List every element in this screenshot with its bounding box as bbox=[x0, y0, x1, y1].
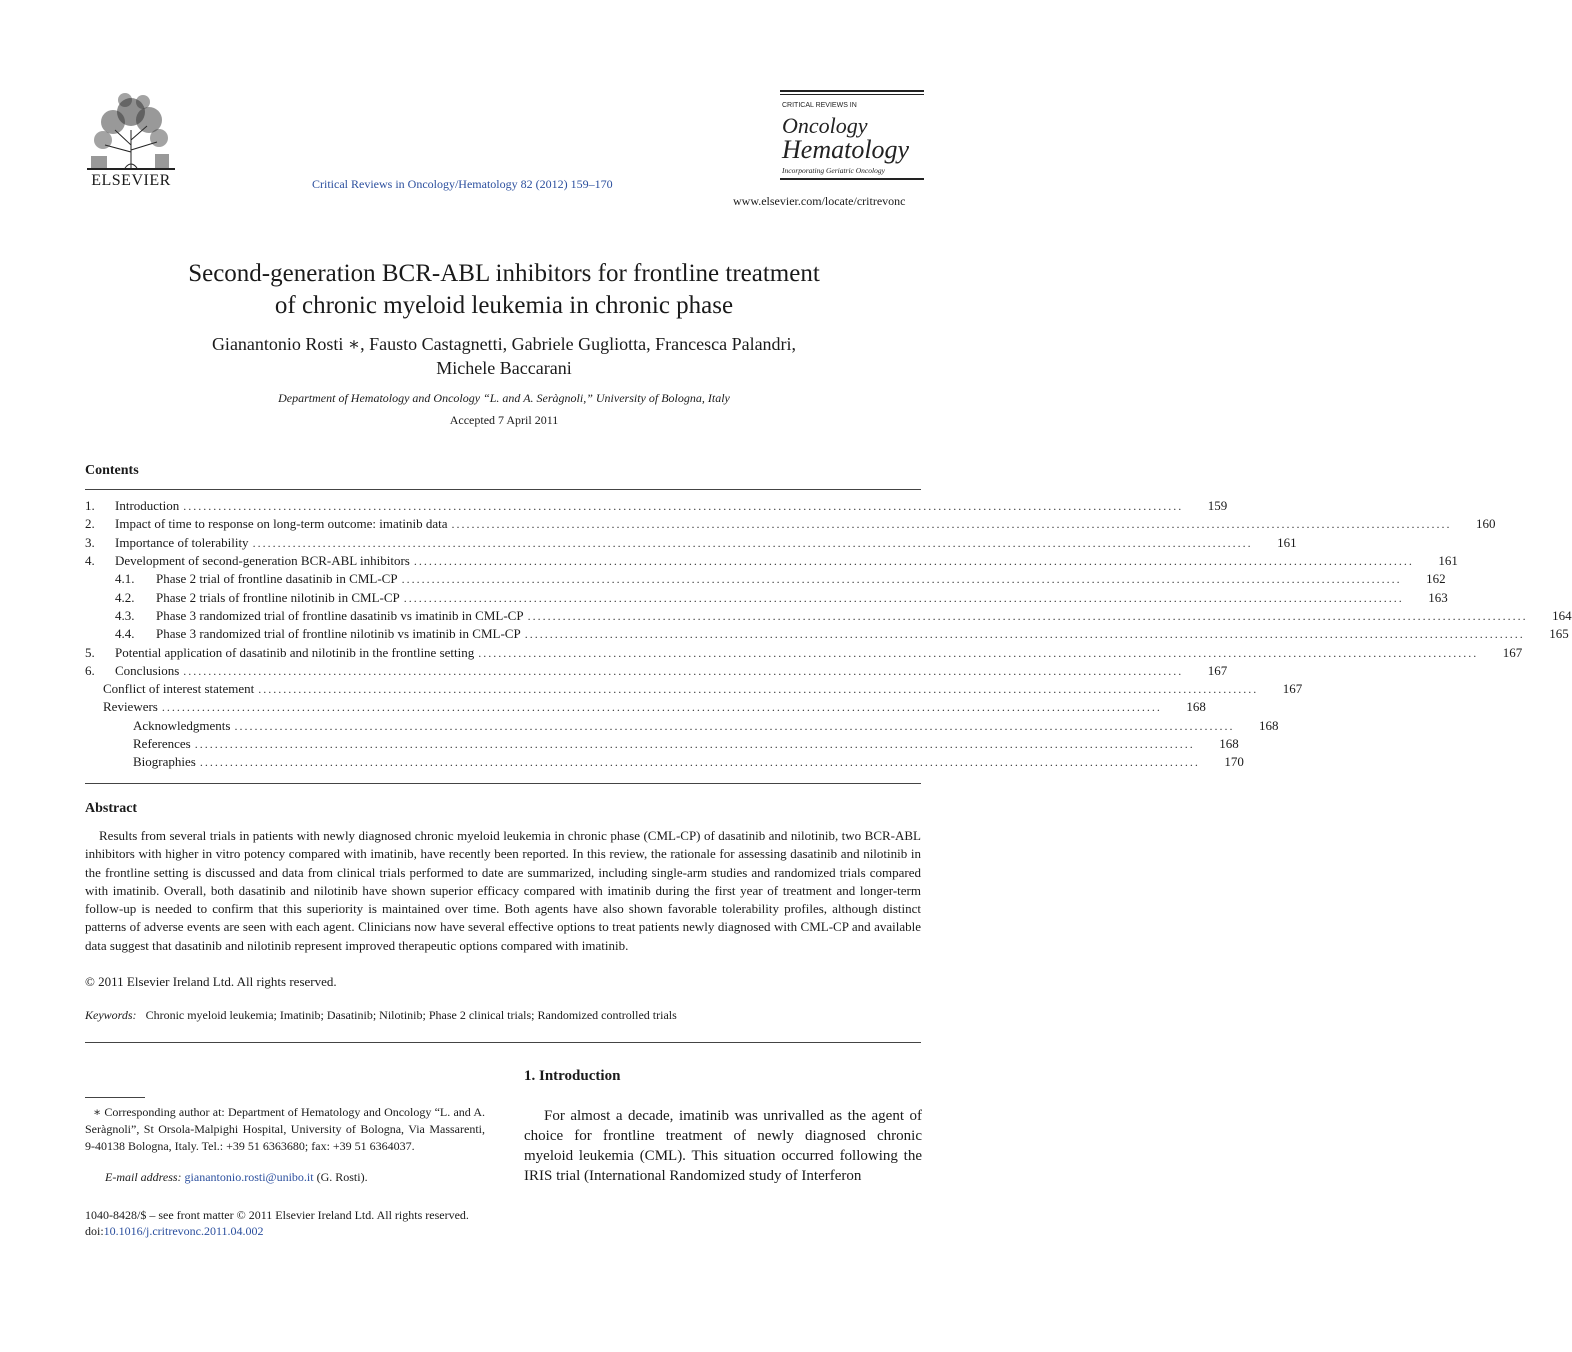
footnote-divider bbox=[85, 1097, 145, 1098]
journal-citation-link[interactable]: Critical Reviews in Oncology/Hematology 82 (2012) 159–170 bbox=[312, 177, 613, 191]
introduction-body: For almost a decade, imatinib was unrivalled as the agent of choice for frontline treatment of newly diagnosed chronic myeloid leukemia (CML). This situation occurred following the IRIS trial (International Randomized study of Interferon bbox=[524, 1108, 922, 1184]
doi-prefix: doi: bbox=[85, 1224, 104, 1238]
toc-dot-leader: ........................................................................................................................................................................................................ bbox=[161, 700, 1162, 714]
divider bbox=[85, 1042, 921, 1043]
toc-item-page: 168 bbox=[1258, 718, 1279, 733]
email-suffix: (G. Rosti). bbox=[313, 1170, 368, 1184]
toc-item-label: Conclusions bbox=[115, 663, 180, 678]
toc-item-number: 6. bbox=[85, 663, 95, 678]
email-footnote bbox=[105, 1170, 368, 1185]
email-label: E-mail address: bbox=[105, 1170, 182, 1184]
doi-line bbox=[85, 1224, 264, 1239]
keywords-label: Keywords: bbox=[85, 1008, 137, 1022]
section-heading-introduction: 1. Introduction bbox=[524, 1068, 621, 1084]
toc-dot-leader: ........................................................................................................................................................................................................ bbox=[524, 627, 1525, 641]
toc-item-page: 164 bbox=[1552, 608, 1572, 623]
toc-item[interactable] bbox=[85, 534, 1297, 552]
toc-dot-leader: ........................................................................................................................................................................................................ bbox=[194, 737, 1195, 751]
accepted-date: Accepted 7 April 2011 bbox=[449, 413, 559, 427]
toc-item-number: 4.4. bbox=[115, 626, 135, 641]
issn-line: 1040-8428/$ – see front matter © 2011 Elsevier Ireland Ltd. All rights reserved. bbox=[85, 1208, 469, 1222]
toc-item-page: 165 bbox=[1549, 626, 1569, 641]
toc-item-label: Conflict of interest statement bbox=[103, 681, 255, 696]
toc-item-page: 167 bbox=[1282, 681, 1303, 696]
toc-item-page: 160 bbox=[1476, 516, 1496, 531]
toc-item[interactable] bbox=[85, 662, 1228, 680]
toc-dot-leader: ........................................................................................................................................................................................................ bbox=[478, 646, 1479, 660]
toc-item[interactable] bbox=[85, 589, 1448, 607]
abstract-body: Results from several trials in patients with newly diagnosed chronic myeloid leukemia in chronic phase (CML-CP) of dasatinib and nilotinib, two BCR-ABL inhibitors with higher in vitro potency compared with imatinib, have recently been reported. In this review, the rationale for assessing dasatinib and nilotinib in the frontline setting is discussed and data from clinical trials performed to date are summarized, including single-arm studies and randomized trials compared with imatinib. Overall, both dasatinib and nilotinib have shown superior efficacy compared with imatinib during the first year of treatment and longer-term follow-up is needed to confirm that this superiority is maintained over time. Both agents have also shown favorable tolerability profiles, although distinct patterns of adverse events are seen with each agent. Clinicians now have several effective options to treat patients newly diagnosed with CML-CP and available data suggest that dasatinib and nilotinib represent improved therapeutic options compared with imatinib. bbox=[85, 828, 921, 953]
journal-brand-logo bbox=[780, 90, 924, 182]
toc-item-label: Importance of tolerability bbox=[115, 535, 249, 550]
keywords-list: Chronic myeloid leukemia; Imatinib; Dasatinib; Nilotinib; Phase 2 clinical trials; Randomized controlled trials bbox=[145, 1008, 677, 1022]
journal-brand-line2: Hematology bbox=[782, 135, 910, 164]
journal-brand-line1: Oncology bbox=[782, 113, 868, 138]
journal-url-link[interactable]: www.elsevier.com/locate/critrevonc bbox=[733, 194, 906, 208]
toc-item-number: 4.1. bbox=[115, 571, 135, 586]
toc-dot-leader: ........................................................................................................................................................................................................ bbox=[451, 517, 1452, 531]
toc-item[interactable] bbox=[85, 644, 1523, 662]
toc-item-page: 161 bbox=[1438, 553, 1458, 568]
toc-item-page: 162 bbox=[1426, 571, 1446, 586]
toc-item-label: Phase 3 randomized trial of frontline nilotinib vs imatinib in CML-CP bbox=[156, 626, 521, 641]
toc-item-number: 4. bbox=[85, 553, 95, 568]
toc-item[interactable] bbox=[85, 698, 1206, 716]
toc-item[interactable] bbox=[85, 515, 1496, 533]
toc-item[interactable] bbox=[85, 625, 1569, 643]
toc-item[interactable] bbox=[85, 735, 1239, 753]
keywords bbox=[85, 1008, 921, 1023]
corresponding-author-footnote: ∗ Corresponding author at: Department of Hematology and Oncology “L. and A. Seràgnoli”, St Orsola-Malpighi Hospital, University of Bologna, Via Massarenti, 9-40138 Bologna, Italy. Tel.: +39 51 6363680; fax: +39 51 6364037. bbox=[85, 1105, 485, 1153]
toc-item-label: Phase 2 trials of frontline nilotinib in CML-CP bbox=[156, 590, 400, 605]
toc-dot-leader: ........................................................................................................................................................................................................ bbox=[199, 755, 1200, 769]
toc-item-label: Reviewers bbox=[103, 699, 158, 714]
publisher-wordmark: ELSEVIER bbox=[91, 172, 171, 189]
toc-item-label: Development of second-generation BCR-ABL inhibitors bbox=[115, 553, 410, 568]
authors-line2: Michele Baccarani bbox=[436, 358, 572, 378]
toc-dot-leader: ........................................................................................................................................................................................................ bbox=[183, 664, 1184, 678]
article-title-line2: of chronic myeloid leukemia in chronic phase bbox=[274, 292, 734, 319]
abstract-heading: Abstract bbox=[85, 801, 138, 816]
toc-dot-leader: ........................................................................................................................................................................................................ bbox=[183, 499, 1184, 513]
toc-item-page: 167 bbox=[1207, 663, 1228, 678]
toc-item-label: Phase 2 trial of frontline dasatinib in CML-CP bbox=[156, 571, 398, 586]
toc-dot-leader: ........................................................................................................................................................................................................ bbox=[401, 572, 1402, 586]
toc-item-number: 3. bbox=[85, 535, 95, 550]
doi-link[interactable]: 10.1016/j.critrevonc.2011.04.002 bbox=[103, 1224, 264, 1238]
article-title-line1: Second-generation BCR-ABL inhibitors for frontline treatment bbox=[188, 260, 820, 287]
toc-item-number: 5. bbox=[85, 645, 95, 660]
toc-item-number: 4.2. bbox=[115, 590, 135, 605]
toc-item-page: 163 bbox=[1428, 590, 1448, 605]
author-list bbox=[100, 332, 908, 380]
toc-dot-leader: ........................................................................................................................................................................................................ bbox=[413, 554, 1414, 568]
toc-dot-leader: ........................................................................................................................................................................................................ bbox=[258, 682, 1259, 696]
affiliation: Department of Hematology and Oncology “L. and A. Seràgnoli,” University of Bologna, Italy bbox=[278, 391, 730, 405]
toc-item-label: Impact of time to response on long-term outcome: imatinib data bbox=[115, 516, 448, 531]
toc-item[interactable] bbox=[85, 570, 1446, 588]
divider bbox=[85, 783, 921, 784]
toc-item-page: 161 bbox=[1277, 535, 1297, 550]
toc-dot-leader: ........................................................................................................................................................................................................ bbox=[252, 536, 1253, 550]
toc-item-label: Biographies bbox=[133, 754, 196, 769]
toc-item-page: 168 bbox=[1219, 736, 1239, 751]
toc-item[interactable] bbox=[85, 552, 1458, 570]
toc-item-page: 168 bbox=[1186, 699, 1206, 714]
toc-item-number: 2. bbox=[85, 516, 95, 531]
toc-item[interactable] bbox=[85, 717, 1279, 735]
toc-item-page: 170 bbox=[1224, 754, 1244, 769]
toc-dot-leader: ........................................................................................................................................................................................................ bbox=[234, 719, 1235, 733]
article-title bbox=[100, 258, 908, 322]
toc-item-label: Acknowledgments bbox=[133, 718, 231, 733]
authors-line1: Gianantonio Rosti ∗, Fausto Castagnetti, Gabriele Gugliotta, Francesca Palandri, bbox=[211, 334, 797, 354]
toc-item-number: 1. bbox=[85, 498, 95, 513]
toc-item[interactable] bbox=[85, 497, 1228, 515]
toc-item-label: Phase 3 randomized trial of frontline dasatinib vs imatinib in CML-CP bbox=[156, 608, 524, 623]
email-link[interactable]: gianantonio.rosti@unibo.it bbox=[184, 1170, 314, 1184]
toc-item[interactable] bbox=[85, 753, 1244, 771]
toc-item[interactable] bbox=[85, 607, 1572, 625]
contents-heading: Contents bbox=[85, 463, 139, 478]
toc-item-page: 167 bbox=[1502, 645, 1523, 660]
toc-item-page: 159 bbox=[1207, 498, 1228, 513]
toc-dot-leader: ........................................................................................................................................................................................................ bbox=[527, 609, 1528, 623]
journal-brand-tagline: Incorporating Geriatric Oncology bbox=[782, 166, 885, 175]
toc-item-number: 4.3. bbox=[115, 608, 135, 623]
toc-item[interactable] bbox=[85, 680, 1303, 698]
toc-item-label: Introduction bbox=[115, 498, 180, 513]
toc-item-label: References bbox=[133, 736, 191, 751]
toc-item-label: Potential application of dasatinib and nilotinib in the frontline setting bbox=[115, 645, 475, 660]
toc-dot-leader: ........................................................................................................................................................................................................ bbox=[403, 591, 1404, 605]
divider bbox=[85, 489, 921, 490]
journal-brand-kicker: CRITICAL REVIEWS IN bbox=[782, 102, 857, 109]
copyright-notice: © 2011 Elsevier Ireland Ltd. All rights reserved. bbox=[85, 974, 337, 989]
